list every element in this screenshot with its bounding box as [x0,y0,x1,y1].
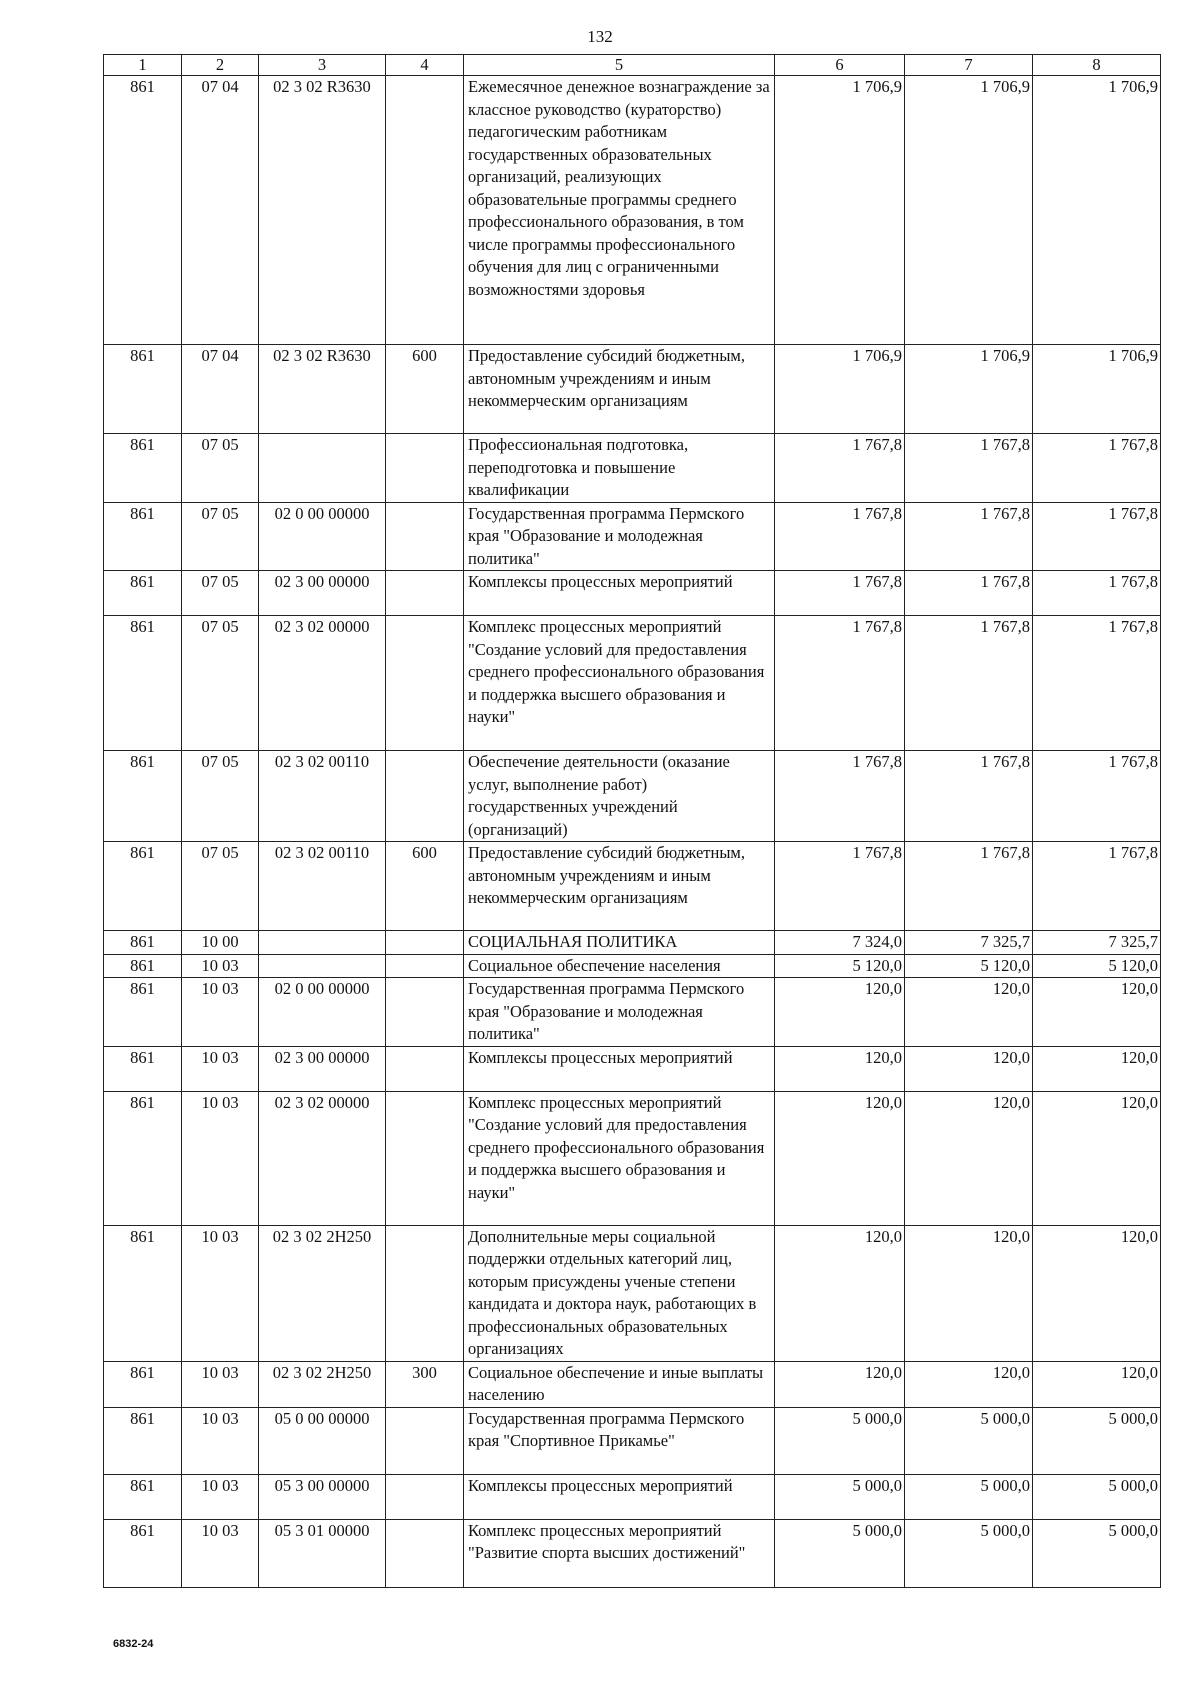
cell-expense-type [386,1046,464,1091]
table-row [104,1225,1161,1361]
cell-expense-type [386,954,464,978]
cell-admin-code: 861 [104,76,182,345]
cell-amount-year-1: 7 324,0 [775,931,905,955]
cell-name: Комплексы процессных мероприятий [464,571,775,616]
cell-admin-code: 861 [104,978,182,1047]
cell-section-code: 10 03 [182,1407,259,1474]
cell-section-code: 07 04 [182,76,259,345]
cell-amount-year-1: 120,0 [775,1046,905,1091]
cell-name: Дополнительные меры социальной поддержки отдельных категорий лиц, которым присуждены ученые степени кандидата и доктора наук, работающих в профессиональных образовательных организациях [464,1225,775,1361]
table-row [104,954,1161,978]
cell-amount-year-3: 7 325,7 [1033,931,1161,955]
cell-name: Социальное обеспечение населения [464,954,775,978]
cell-amount-year-3: 1 706,9 [1033,345,1161,434]
cell-amount-year-1: 1 767,8 [775,502,905,571]
cell-admin-code: 861 [104,954,182,978]
cell-name: Комплексы процессных мероприятий [464,1046,775,1091]
cell-amount-year-1: 5 120,0 [775,954,905,978]
cell-amount-year-3: 5 000,0 [1033,1407,1161,1474]
table-row [104,1046,1161,1091]
cell-name: Социальное обеспечение и иные выплаты населению [464,1361,775,1407]
cell-section-code: 10 03 [182,1091,259,1225]
cell-expense-type [386,502,464,571]
cell-amount-year-2: 1 767,8 [905,434,1033,503]
cell-amount-year-1: 1 767,8 [775,571,905,616]
cell-expense-type [386,1407,464,1474]
cell-amount-year-2: 120,0 [905,978,1033,1047]
cell-amount-year-1: 5 000,0 [775,1519,905,1587]
cell-expense-type [386,931,464,955]
cell-admin-code: 861 [104,502,182,571]
cell-target-article: 02 3 00 00000 [259,1046,386,1091]
cell-amount-year-3: 120,0 [1033,978,1161,1047]
cell-amount-year-3: 5 120,0 [1033,954,1161,978]
header-col-1: 1 [104,55,182,76]
cell-target-article: 02 0 00 00000 [259,978,386,1047]
cell-section-code: 10 03 [182,1046,259,1091]
header-col-4: 4 [386,55,464,76]
header-col-6: 6 [775,55,905,76]
table-row [104,1091,1161,1225]
cell-expense-type [386,1091,464,1225]
cell-amount-year-2: 120,0 [905,1091,1033,1225]
cell-amount-year-1: 120,0 [775,1091,905,1225]
table-row [104,571,1161,616]
cell-section-code: 07 04 [182,345,259,434]
cell-section-code: 10 03 [182,978,259,1047]
cell-name: Ежемесячное денежное вознаграждение за классное руководство (кураторство) педагогическим работникам государственных образовательных организаций, реализующих образовательные программы среднего профессионального образования, в том числе программы профессионального обучения для лиц с ограниченными возможностями здоровья [464,76,775,345]
cell-target-article: 05 3 01 00000 [259,1519,386,1587]
cell-target-article [259,954,386,978]
cell-amount-year-3: 5 000,0 [1033,1474,1161,1519]
cell-admin-code: 861 [104,571,182,616]
cell-target-article: 02 0 00 00000 [259,502,386,571]
cell-amount-year-2: 5 000,0 [905,1519,1033,1587]
cell-admin-code: 861 [104,1046,182,1091]
table-row [104,616,1161,751]
cell-admin-code: 861 [104,751,182,842]
cell-expense-type [386,1474,464,1519]
cell-section-code: 10 03 [182,1474,259,1519]
table-row [104,502,1161,571]
cell-expense-type [386,751,464,842]
cell-target-article: 05 0 00 00000 [259,1407,386,1474]
cell-target-article: 02 3 02 00000 [259,616,386,751]
cell-section-code: 10 03 [182,1361,259,1407]
header-col-2: 2 [182,55,259,76]
cell-amount-year-2: 1 767,8 [905,751,1033,842]
table-row [104,751,1161,842]
cell-target-article [259,434,386,503]
cell-amount-year-2: 7 325,7 [905,931,1033,955]
cell-expense-type [386,76,464,345]
cell-target-article: 02 3 02 00110 [259,751,386,842]
cell-name: Предоставление субсидий бюджетным, автономным учреждениям и иным некоммерческим организациям [464,842,775,931]
document-code: 6832-24 [113,1638,154,1650]
cell-admin-code: 861 [104,1474,182,1519]
header-col-3: 3 [259,55,386,76]
page-number: 132 [587,27,613,46]
cell-section-code: 07 05 [182,842,259,931]
header-col-7: 7 [905,55,1033,76]
cell-amount-year-2: 120,0 [905,1225,1033,1361]
cell-admin-code: 861 [104,1225,182,1361]
cell-name: Обеспечение деятельности (оказание услуг, выполнение работ) государственных учреждений (организаций) [464,751,775,842]
cell-amount-year-3: 1 767,8 [1033,434,1161,503]
cell-section-code: 10 03 [182,954,259,978]
cell-amount-year-3: 1 767,8 [1033,842,1161,931]
cell-name: СОЦИАЛЬНАЯ ПОЛИТИКА [464,931,775,955]
cell-target-article: 02 3 02 00110 [259,842,386,931]
cell-amount-year-2: 1 767,8 [905,502,1033,571]
cell-name: Государственная программа Пермского края "Спортивное Прикамье" [464,1407,775,1474]
cell-amount-year-1: 1 767,8 [775,751,905,842]
cell-section-code: 10 00 [182,931,259,955]
cell-target-article [259,931,386,955]
cell-amount-year-3: 120,0 [1033,1046,1161,1091]
cell-amount-year-1: 1 767,8 [775,434,905,503]
cell-target-article: 02 3 02 00000 [259,1091,386,1225]
cell-name: Комплексы процессных мероприятий [464,1474,775,1519]
cell-amount-year-1: 120,0 [775,1225,905,1361]
table-row [104,842,1161,931]
cell-amount-year-2: 5 000,0 [905,1474,1033,1519]
cell-admin-code: 861 [104,345,182,434]
cell-amount-year-1: 120,0 [775,978,905,1047]
cell-amount-year-3: 1 767,8 [1033,571,1161,616]
header-row [104,55,1161,76]
cell-name: Профессиональная подготовка, переподготовка и повышение квалификации [464,434,775,503]
cell-name: Комплекс процессных мероприятий "Развитие спорта высших достижений" [464,1519,775,1587]
table-row [104,76,1161,345]
cell-amount-year-2: 120,0 [905,1046,1033,1091]
cell-section-code: 07 05 [182,616,259,751]
header-col-5: 5 [464,55,775,76]
cell-section-code: 07 05 [182,571,259,616]
cell-amount-year-1: 120,0 [775,1361,905,1407]
cell-admin-code: 861 [104,616,182,751]
cell-expense-type: 600 [386,842,464,931]
cell-amount-year-3: 1 767,8 [1033,502,1161,571]
cell-admin-code: 861 [104,1361,182,1407]
table-row [104,345,1161,434]
cell-name: Комплекс процессных мероприятий "Создание условий для предоставления среднего профессионального образования и поддержка высшего образования и науки" [464,616,775,751]
cell-admin-code: 861 [104,1407,182,1474]
cell-target-article: 02 3 02 R3630 [259,76,386,345]
cell-amount-year-1: 1 706,9 [775,76,905,345]
cell-amount-year-1: 1 767,8 [775,616,905,751]
header-col-8: 8 [1033,55,1161,76]
cell-amount-year-2: 5 120,0 [905,954,1033,978]
cell-expense-type [386,571,464,616]
cell-name: Государственная программа Пермского края "Образование и молодежная политика" [464,502,775,571]
cell-expense-type: 600 [386,345,464,434]
cell-amount-year-1: 1 767,8 [775,842,905,931]
cell-target-article: 02 3 02 R3630 [259,345,386,434]
cell-expense-type: 300 [386,1361,464,1407]
cell-expense-type [386,1225,464,1361]
table-row [104,1407,1161,1474]
cell-amount-year-2: 1 767,8 [905,842,1033,931]
cell-target-article: 02 3 02 2H250 [259,1225,386,1361]
cell-amount-year-1: 5 000,0 [775,1407,905,1474]
cell-name: Комплекс процессных мероприятий "Создание условий для предоставления среднего профессионального образования и поддержка высшего образования и науки" [464,1091,775,1225]
cell-admin-code: 861 [104,1519,182,1587]
cell-amount-year-2: 1 767,8 [905,616,1033,751]
cell-expense-type [386,616,464,751]
cell-amount-year-1: 1 706,9 [775,345,905,434]
cell-admin-code: 861 [104,842,182,931]
table-row [104,931,1161,955]
table-body [104,76,1161,1588]
cell-amount-year-3: 1 767,8 [1033,616,1161,751]
cell-admin-code: 861 [104,931,182,955]
cell-section-code: 07 05 [182,434,259,503]
table-row [104,1361,1161,1407]
cell-section-code: 10 03 [182,1225,259,1361]
cell-amount-year-3: 1 767,8 [1033,751,1161,842]
table-header [104,55,1161,76]
cell-amount-year-2: 5 000,0 [905,1407,1033,1474]
budget-table [103,54,1161,1588]
table-row [104,1519,1161,1587]
cell-amount-year-3: 5 000,0 [1033,1519,1161,1587]
cell-amount-year-3: 1 706,9 [1033,76,1161,345]
cell-expense-type [386,434,464,503]
cell-target-article: 02 3 02 2H250 [259,1361,386,1407]
cell-target-article: 02 3 00 00000 [259,571,386,616]
table-row [104,434,1161,503]
cell-amount-year-2: 1 706,9 [905,345,1033,434]
cell-expense-type [386,1519,464,1587]
cell-target-article: 05 3 00 00000 [259,1474,386,1519]
cell-amount-year-2: 1 767,8 [905,571,1033,616]
cell-amount-year-1: 5 000,0 [775,1474,905,1519]
cell-name: Государственная программа Пермского края "Образование и молодежная политика" [464,978,775,1047]
cell-admin-code: 861 [104,434,182,503]
cell-amount-year-3: 120,0 [1033,1225,1161,1361]
cell-name: Предоставление субсидий бюджетным, автономным учреждениям и иным некоммерческим организациям [464,345,775,434]
cell-amount-year-2: 120,0 [905,1361,1033,1407]
cell-section-code: 07 05 [182,751,259,842]
cell-section-code: 10 03 [182,1519,259,1587]
cell-amount-year-2: 1 706,9 [905,76,1033,345]
cell-amount-year-3: 120,0 [1033,1091,1161,1225]
table-row [104,1474,1161,1519]
cell-expense-type [386,978,464,1047]
cell-admin-code: 861 [104,1091,182,1225]
cell-amount-year-3: 120,0 [1033,1361,1161,1407]
table-row [104,978,1161,1047]
cell-section-code: 07 05 [182,502,259,571]
